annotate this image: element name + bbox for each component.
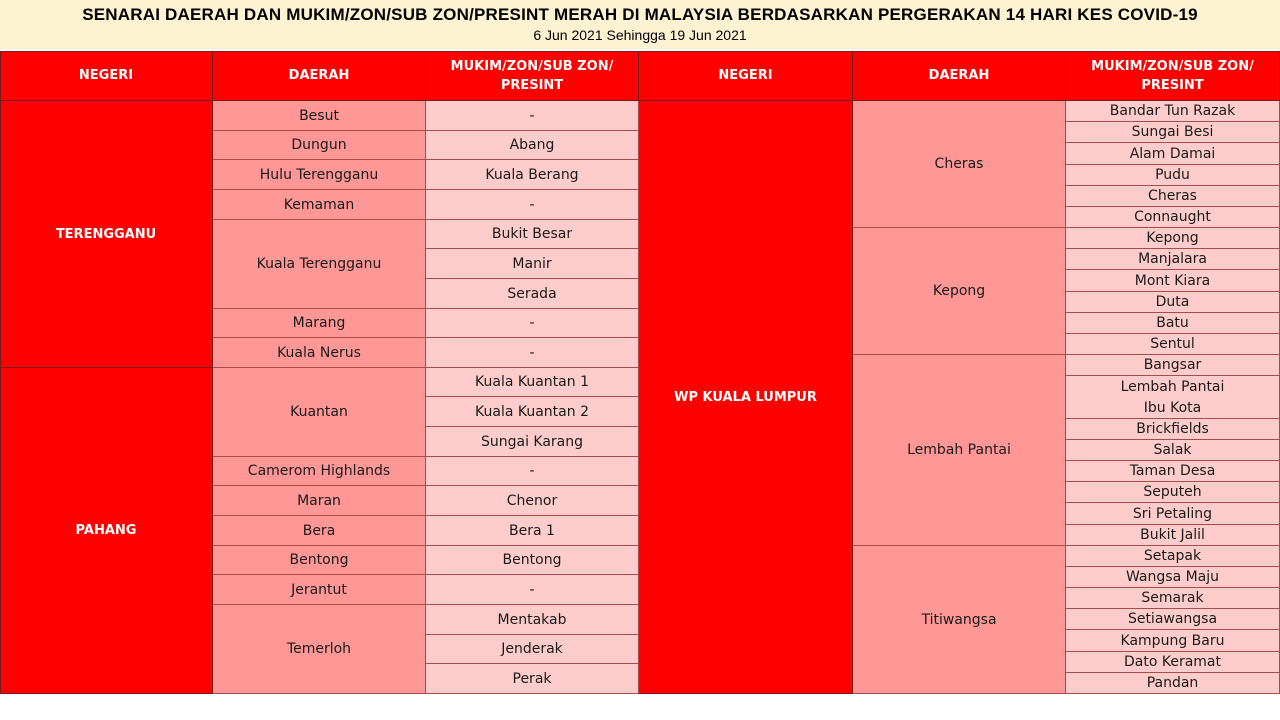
- mukim-cell: -: [426, 309, 639, 338]
- mukim-cell: Bukit Jalil: [1066, 525, 1280, 546]
- mukim-cell: Sri Petaling: [1066, 503, 1280, 525]
- mukim-cell: Dato Keramat: [1066, 652, 1280, 673]
- mukim-cell: Kampung Baru: [1066, 630, 1280, 652]
- daerah-cell: Titiwangsa: [853, 546, 1066, 694]
- page-title: SENARAI DAERAH DAN MUKIM/ZON/SUB ZON/PRESINT MERAH DI MALAYSIA BERDASARKAN PERGERAKAN 14 HARI KES COVID-19: [82, 5, 1198, 24]
- mukim-cell: Sentul: [1066, 334, 1280, 355]
- mukim-cell: Serada: [426, 279, 639, 309]
- mukim-cell: Bukit Besar: [426, 220, 639, 249]
- mukim-cell: Seputeh: [1066, 482, 1280, 503]
- mukim-cell: Sungai Besi: [1066, 122, 1280, 143]
- mukim-cell: Manjalara: [1066, 249, 1280, 270]
- mukim-cell: Kuala Berang: [426, 160, 639, 190]
- negeri-cell: PAHANG: [0, 368, 213, 694]
- daerah-column-header: DAERAH: [213, 51, 426, 101]
- mukim-cell: Bandar Tun Razak: [1066, 101, 1280, 122]
- mukim-cell: Kuala Kuantan 2: [426, 397, 639, 427]
- negeri-cell: TERENGGANU: [0, 101, 213, 368]
- daerah-cell: Kemaman: [213, 190, 426, 220]
- daerah-cell: Maran: [213, 486, 426, 516]
- daerah-cell: Kuala Terengganu: [213, 220, 426, 309]
- mukim-cell: Kepong: [1066, 228, 1280, 249]
- daerah-cell: Kepong: [853, 228, 1066, 355]
- mukim-cell: Abang: [426, 131, 639, 160]
- daerah-cell: Marang: [213, 309, 426, 338]
- mukim-cell: Salak: [1066, 440, 1280, 461]
- negeri-cell: WP KUALA LUMPUR: [639, 101, 853, 694]
- mukim-cell: Taman Desa: [1066, 461, 1280, 482]
- daerah-cell: Cheras: [853, 101, 1066, 228]
- daerah-cell: Temerloh: [213, 605, 426, 694]
- mukim-cell: Cheras: [1066, 186, 1280, 207]
- mukim-cell: Bera 1: [426, 516, 639, 546]
- mukim-cell: Kuala Kuantan 1: [426, 368, 639, 397]
- mukim-cell: -: [426, 338, 639, 368]
- mukim-cell: -: [426, 575, 639, 605]
- daerah-cell: Jerantut: [213, 575, 426, 605]
- mukim-cell: Lembah Pantai: [1066, 376, 1280, 398]
- mukim-cell: Ibu Kota: [1066, 397, 1280, 419]
- mukim-cell: Batu: [1066, 313, 1280, 334]
- daerah-cell: Bentong: [213, 546, 426, 575]
- daerah-cell: Kuantan: [213, 368, 426, 457]
- mukim-cell: Alam Damai: [1066, 143, 1280, 165]
- mukim-cell: Pudu: [1066, 165, 1280, 186]
- daerah-cell: Besut: [213, 101, 426, 131]
- mukim-column-header: MUKIM/ZON/SUB ZON/ PRESINT: [1066, 51, 1280, 101]
- date-range-subtitle: 6 Jun 2021 Sehingga 19 Jun 2021: [533, 27, 747, 43]
- mukim-cell: Mentakab: [426, 605, 639, 635]
- mukim-cell: Perak: [426, 664, 639, 694]
- mukim-cell: Chenor: [426, 486, 639, 516]
- daerah-cell: Kuala Nerus: [213, 338, 426, 368]
- mukim-cell: -: [426, 101, 639, 131]
- mukim-cell: Manir: [426, 249, 639, 279]
- mukim-cell: -: [426, 457, 639, 486]
- mukim-cell: Bangsar: [1066, 355, 1280, 376]
- mukim-cell: Bentong: [426, 546, 639, 575]
- daerah-cell: Camerom Highlands: [213, 457, 426, 486]
- mukim-cell: Brickfields: [1066, 419, 1280, 440]
- daerah-cell: Dungun: [213, 131, 426, 160]
- mukim-cell: Jenderak: [426, 635, 639, 664]
- daerah-cell: Bera: [213, 516, 426, 546]
- mukim-column-header: MUKIM/ZON/SUB ZON/ PRESINT: [426, 51, 639, 101]
- daerah-cell: Lembah Pantai: [853, 355, 1066, 546]
- mukim-cell: Setapak: [1066, 546, 1280, 567]
- mukim-cell: Wangsa Maju: [1066, 567, 1280, 588]
- mukim-cell: Pandan: [1066, 673, 1280, 694]
- mukim-cell: Connaught: [1066, 207, 1280, 228]
- negeri-column-header: NEGERI: [639, 51, 853, 101]
- mukim-cell: Mont Kiara: [1066, 270, 1280, 292]
- mukim-cell: Sungai Karang: [426, 427, 639, 457]
- mukim-cell: Semarak: [1066, 588, 1280, 609]
- daerah-cell: Hulu Terengganu: [213, 160, 426, 190]
- mukim-cell: -: [426, 190, 639, 220]
- daerah-column-header: DAERAH: [853, 51, 1066, 101]
- mukim-cell: Setiawangsa: [1066, 609, 1280, 630]
- mukim-cell: Duta: [1066, 292, 1280, 313]
- negeri-column-header: NEGERI: [0, 51, 213, 101]
